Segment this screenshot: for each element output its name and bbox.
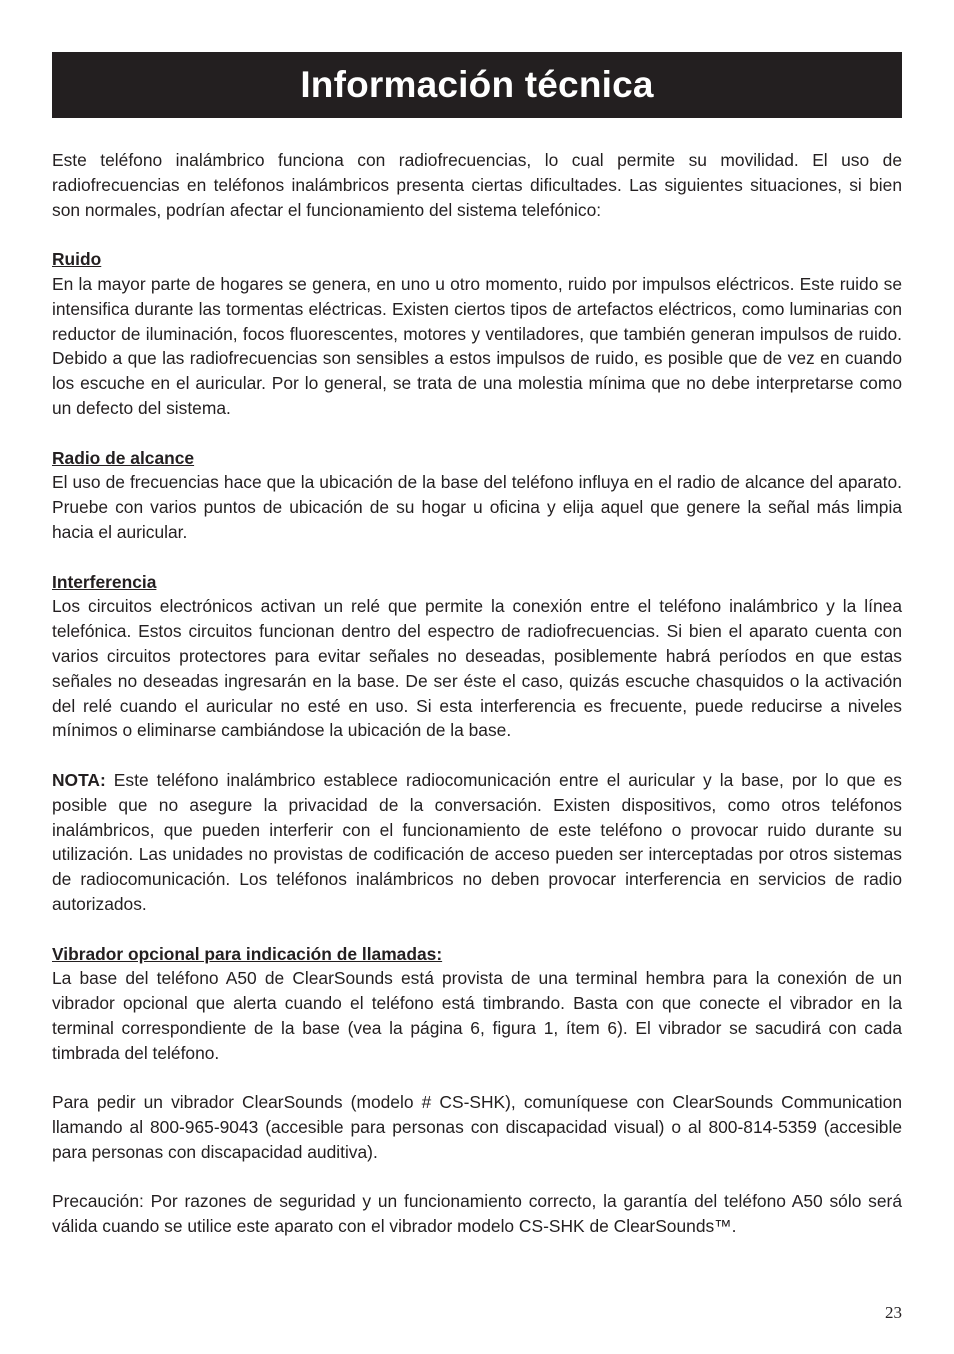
section-body-ruido: En la mayor parte de hogares se genera, en uno u otro momento, ruido por impulsos eléctricos. Este ruido se intensifica durante las tormentas eléctricas. Existen ciertos tipos de artefactos eléctricos, como luminarias con reductor de iluminación, focos fluorescentes, motores y ventiladores, que también generan impulsos de ruido. Debido a que las radiofrecuencias son sensibles a estos impulsos de ruido, es posible que de vez en cuando los escuche en el auricular. Por lo general, se trata de una molestia mínima que no debe interpretarse como un defecto del sistema. bbox=[52, 273, 902, 418]
spacer bbox=[52, 545, 902, 570]
section-heading-ruido: Ruido bbox=[52, 249, 102, 270]
section-heading-interferencia: Interferencia bbox=[52, 571, 157, 592]
section-body-radio-de-alcance: El uso de frecuencias hace que la ubicación de la base del teléfono influya en el radio de alcance del aparato. Pruebe con varios puntos de ubicación de su hogar u oficina y elija aquel que genere la señal más limpia hacia el auricular. bbox=[52, 472, 902, 542]
nota-text: Este teléfono inalámbrico establece radiocomunicación entre el auricular y la base, por lo que es posible que no asegure la privacidad de la conversación. Existen dispositivos, como otros teléfonos inalámbricos, que pueden interferir con el funcionamiento de este teléfono o provocar ruido durante su utilización. Las unidades no provistas de codificación de acceso pueden ser interceptadas por otros sistemas de radiocomunicación. Los teléfonos inalámbricos no deben provocar interferencia en servicios de radio autorizados. bbox=[52, 769, 902, 914]
page-number: 23 bbox=[885, 1303, 902, 1322]
spacer bbox=[52, 917, 902, 942]
section-heading-vibrador: Vibrador opcional para indicación de llamadas: bbox=[52, 943, 443, 964]
nota-label: NOTA: bbox=[52, 769, 106, 790]
page-title: Información técnica bbox=[300, 64, 654, 105]
section-body-interferencia: Los circuitos electrónicos activan un relé que permite la conexión entre el teléfono inalámbrico y la línea telefónica. Estos circuitos funcionan dentro del espectro de radiofrecuencias. Si bien el aparato cuenta con varios circuitos protectores para evitar señales no deseadas, posiblemente habrá períodos en que estas señales no deseadas ingresarán en la base. De ser éste el caso, quizás escuche chasquidos o la activación del relé cuando el auricular no esté en uso. Si esta interferencia es frecuente, puede reducirse a niveles mínimos o eliminarse cambiándose la ubicación de la base. bbox=[52, 596, 902, 741]
title-bar bbox=[52, 52, 902, 118]
spacer bbox=[52, 743, 902, 768]
pedido-paragraph: Para pedir un vibrador ClearSounds (modelo # CS-SHK), comuníquese con ClearSounds Communication llamando al 800-965-9043 (accesible para personas con discapacidad visual) o al 800-814-5359 (accesible para personas con discapacidad auditiva). bbox=[52, 1092, 902, 1162]
section-heading-radio-de-alcance: Radio de alcance bbox=[52, 447, 195, 468]
intro-paragraph: Este teléfono inalámbrico funciona con radiofrecuencias, lo cual permite su movilidad. El uso de radiofrecuencias en teléfonos inalámbricos presenta ciertas dificultades. Las siguientes situaciones, si bien son normales, podrían afectar el funcionamiento del sistema telefónico: bbox=[52, 150, 902, 220]
spacer bbox=[52, 1165, 902, 1190]
section-body-vibrador: La base del teléfono A50 de ClearSounds está provista de una terminal hembra para la conexión de un vibrador opcional que alerta cuando el teléfono está timbrando. Basta con que conecte el vibrador en la terminal correspondiente de la base (vea la página 6, figura 1, ítem 6). El vibrador se sacudirá con cada timbrada del teléfono. bbox=[52, 968, 902, 1063]
spacer bbox=[52, 421, 902, 446]
document-body bbox=[52, 148, 902, 1239]
spacer bbox=[52, 222, 902, 247]
nota-paragraph bbox=[52, 768, 902, 917]
spacer bbox=[52, 1065, 902, 1090]
precaucion-paragraph: Precaución: Por razones de seguridad y un funcionamiento correcto, la garantía del teléfono A50 sólo será válida cuando se utilice este aparato con el vibrador modelo CS-SHK de ClearSounds™. bbox=[52, 1191, 902, 1237]
